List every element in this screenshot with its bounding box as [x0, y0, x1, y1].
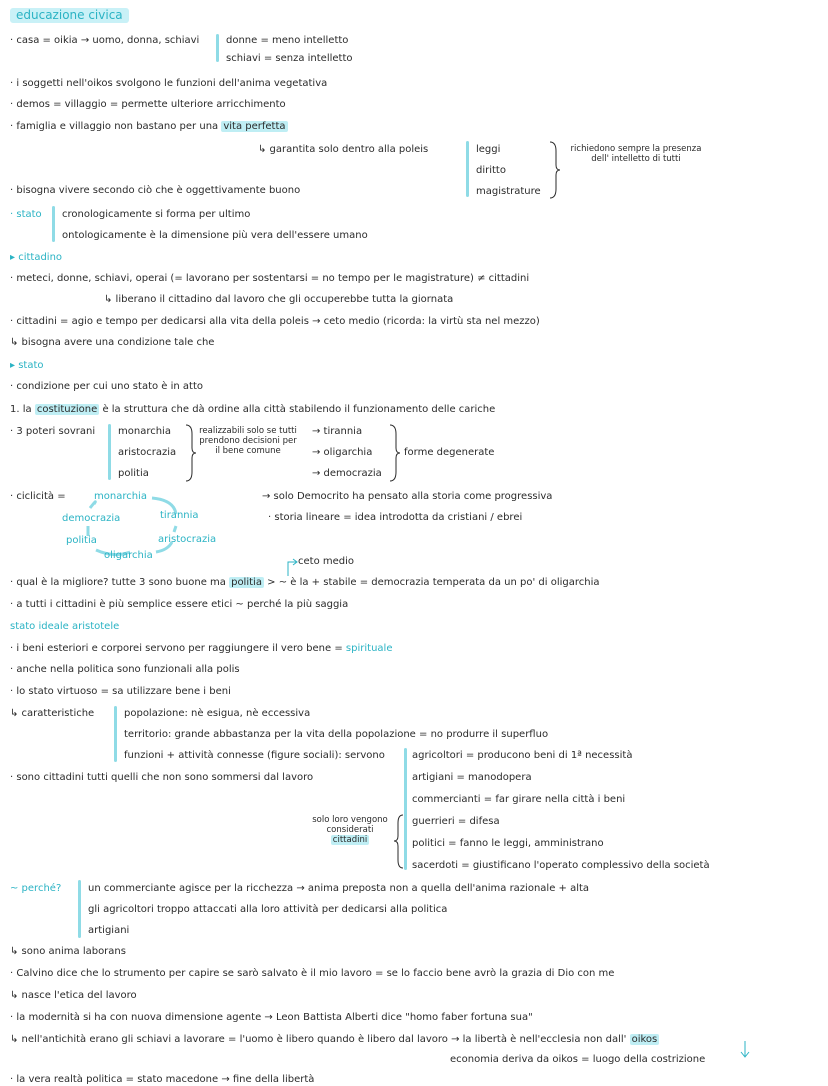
- brace-bar: [52, 206, 55, 242]
- highlight: politia: [231, 577, 262, 588]
- note-line: ceto medio: [298, 556, 355, 567]
- arrow-down-icon: [738, 1040, 752, 1060]
- cycle-node: oligarchia: [104, 550, 153, 561]
- note-text: spirituale: [345, 643, 393, 654]
- note-text: · qual è la migliore? tutte 3 sono buone ma: [10, 577, 226, 588]
- note-line: politici = fanno le leggi, amministrano: [412, 838, 604, 849]
- brace-bar: [114, 706, 117, 762]
- note-line: → solo Democrito ha pensato alla storia come progressiva: [262, 491, 553, 502]
- note-line: ↳ caratteristiche: [10, 708, 95, 719]
- note-text: ↳ nell'antichità erano gli schiavi a lavorare = l'uomo è libero quando è libero dal lavoro → la libertà è nell'ecclesia non dall': [10, 1034, 627, 1045]
- brace-bar: [78, 880, 81, 938]
- cycle-node: tirannia: [160, 510, 199, 521]
- note-line: commercianti = far girare nella città i beni: [412, 794, 626, 805]
- note-line: donne = meno intelletto: [226, 35, 349, 46]
- curly-brace-icon: [548, 141, 560, 199]
- note-line: realizzabili solo se tutti prendono decisioni per il bene comune: [199, 426, 297, 456]
- note-line: artigiani: [88, 925, 130, 936]
- note-line: magistrature: [476, 186, 541, 197]
- note-line: · condizione per cui uno stato è in atto: [10, 381, 203, 392]
- note-line: · lo stato virtuoso = sa utilizzare bene i beni: [10, 686, 231, 697]
- note-line: · bisogna vivere secondo ciò che è oggettivamente buono: [10, 185, 301, 196]
- section-heading: ▸ stato: [10, 360, 44, 371]
- note-line: [10, 1033, 659, 1046]
- note-line: [310, 815, 390, 845]
- note-line: · anche nella politica sono funzionali alla polis: [10, 664, 240, 675]
- note-line: politia: [118, 468, 149, 479]
- note-line: · sono cittadini tutti quelli che non sono sommersi dal lavoro: [10, 772, 314, 783]
- note-text: solo loro vengono considerati: [312, 815, 388, 835]
- note-line: gli agricoltori troppo attaccati alla loro attività per dedicarsi alla politica: [88, 904, 448, 915]
- brace-bar: [108, 424, 111, 480]
- note-line: ~ perché?: [10, 883, 62, 894]
- note-line: · demos = villaggio = permette ulteriore arricchimento: [10, 99, 286, 110]
- note-line: · ciclicità =: [10, 491, 66, 502]
- note-line: cronologicamente si forma per ultimo: [62, 209, 251, 220]
- note-line: ↳ sono anima laborans: [10, 946, 126, 957]
- curly-brace-icon: [184, 424, 196, 482]
- note-line: · i soggetti nell'oikos svolgono le funzioni dell'anima vegetativa: [10, 78, 328, 89]
- note-line: · la vera realtà politica = stato macedone → fine della libertà: [10, 1074, 315, 1085]
- note-line: [10, 576, 599, 589]
- highlight: oikos: [631, 1034, 658, 1045]
- brace-bar: [404, 748, 407, 870]
- note-line: ↳ nasce l'etica del lavoro: [10, 990, 137, 1001]
- note-line: territorio: grande abbastanza per la vita della popolazione = no produrre il superfluo: [124, 729, 549, 740]
- note-line: → democrazia: [312, 468, 382, 479]
- note-line: · Calvino dice che lo strumento per capire se sarò salvato è il mio lavoro = se lo faccio bene avrò la grazia di Dio con me: [10, 968, 615, 979]
- brace-bar: [216, 34, 219, 62]
- cycle-node: politia: [66, 535, 97, 546]
- note-line: schiavi = senza intelletto: [226, 53, 353, 64]
- note-text: 1. la: [10, 404, 32, 415]
- note-line: · meteci, donne, schiavi, operai (= lavorano per sostentarsi = no tempo per le magistrature) ≠ cittadini: [10, 273, 530, 284]
- note-line: ontologicamente è la dimensione più vera dell'essere umano: [62, 230, 368, 241]
- note-line: · 3 poteri sovrani: [10, 426, 96, 437]
- highlight: cittadini: [332, 835, 368, 845]
- note-line: · cittadini = agio e tempo per dedicarsi alla vita della poleis → ceto medio (ricorda: la virtù sta nel mezzo): [10, 316, 540, 327]
- note-line: leggi: [476, 144, 501, 155]
- section-heading: ▸ cittadino: [10, 252, 63, 263]
- cycle-node: democrazia: [62, 513, 121, 524]
- note-line: guerrieri = difesa: [412, 816, 500, 827]
- note-line: diritto: [476, 165, 506, 176]
- note-line: · storia lineare = idea introdotta da cristiani / ebrei: [268, 512, 523, 523]
- note-line: [10, 120, 288, 133]
- note-line: popolazione: nè esigua, nè eccessiva: [124, 708, 311, 719]
- note-line: · la modernità si ha con nuova dimensione agente → Leon Battista Alberti dice "homo faber fortuna sua": [10, 1012, 533, 1023]
- note-text: è la struttura che dà ordine alla città stabilendo il funzionamento delle cariche: [102, 404, 496, 415]
- note-text: · famiglia e villaggio non bastano per una: [10, 121, 219, 132]
- brace-bar: [466, 141, 469, 197]
- note-line: → tirannia: [312, 426, 363, 437]
- note-line: funzioni + attività connesse (figure sociali): servono: [124, 750, 385, 761]
- note-line: ↳ garantita solo dentro alla poleis: [258, 144, 429, 155]
- note-line: ↳ liberano il cittadino dal lavoro che gli occuperebbe tutta la giornata: [104, 294, 454, 305]
- cycle-node: monarchia: [94, 491, 147, 502]
- note-line: monarchia: [118, 426, 171, 437]
- cycle-node: aristocrazia: [158, 534, 217, 545]
- note-line: [10, 642, 392, 655]
- note-text: · i beni esteriori e corporei servono per raggiungere il vero bene =: [10, 643, 343, 654]
- note-line: ↳ bisogna avere una condizione tale che: [10, 337, 215, 348]
- note-line: richiedono sempre la presenza dell' intelletto di tutti: [570, 144, 702, 164]
- note-line: → oligarchia: [312, 447, 373, 458]
- note-line: agricoltori = producono beni di 1ª necessità: [412, 750, 633, 761]
- curly-brace-icon: [394, 814, 404, 870]
- note-text: > ~ è la + stabile = democrazia temperata da un po' di oligarchia: [267, 577, 600, 588]
- section-heading: stato ideale aristotele: [10, 621, 120, 632]
- page-title: educazione civica: [10, 8, 129, 23]
- highlight: vita perfetta: [223, 121, 286, 132]
- note-line: · casa = oikia → uomo, donna, schiavi: [10, 35, 200, 46]
- note-line: forme degenerate: [404, 447, 495, 458]
- note-line: un commerciante agisce per la ricchezza → anima preposta non a quella dell'anima razionale + alta: [88, 883, 590, 894]
- curly-brace-icon: [388, 424, 400, 482]
- note-line: [10, 403, 495, 416]
- section-label: · stato: [10, 209, 42, 220]
- note-line: aristocrazia: [118, 447, 177, 458]
- note-line: economia deriva da oikos = luogo della costrizione: [450, 1054, 706, 1065]
- note-line: sacerdoti = giustificano l'operato complessivo della società: [412, 860, 710, 871]
- highlight: costituzione: [36, 404, 98, 415]
- note-line: · a tutti i cittadini è più semplice essere etici ~ perché la più saggia: [10, 599, 349, 610]
- note-line: artigiani = manodopera: [412, 772, 532, 783]
